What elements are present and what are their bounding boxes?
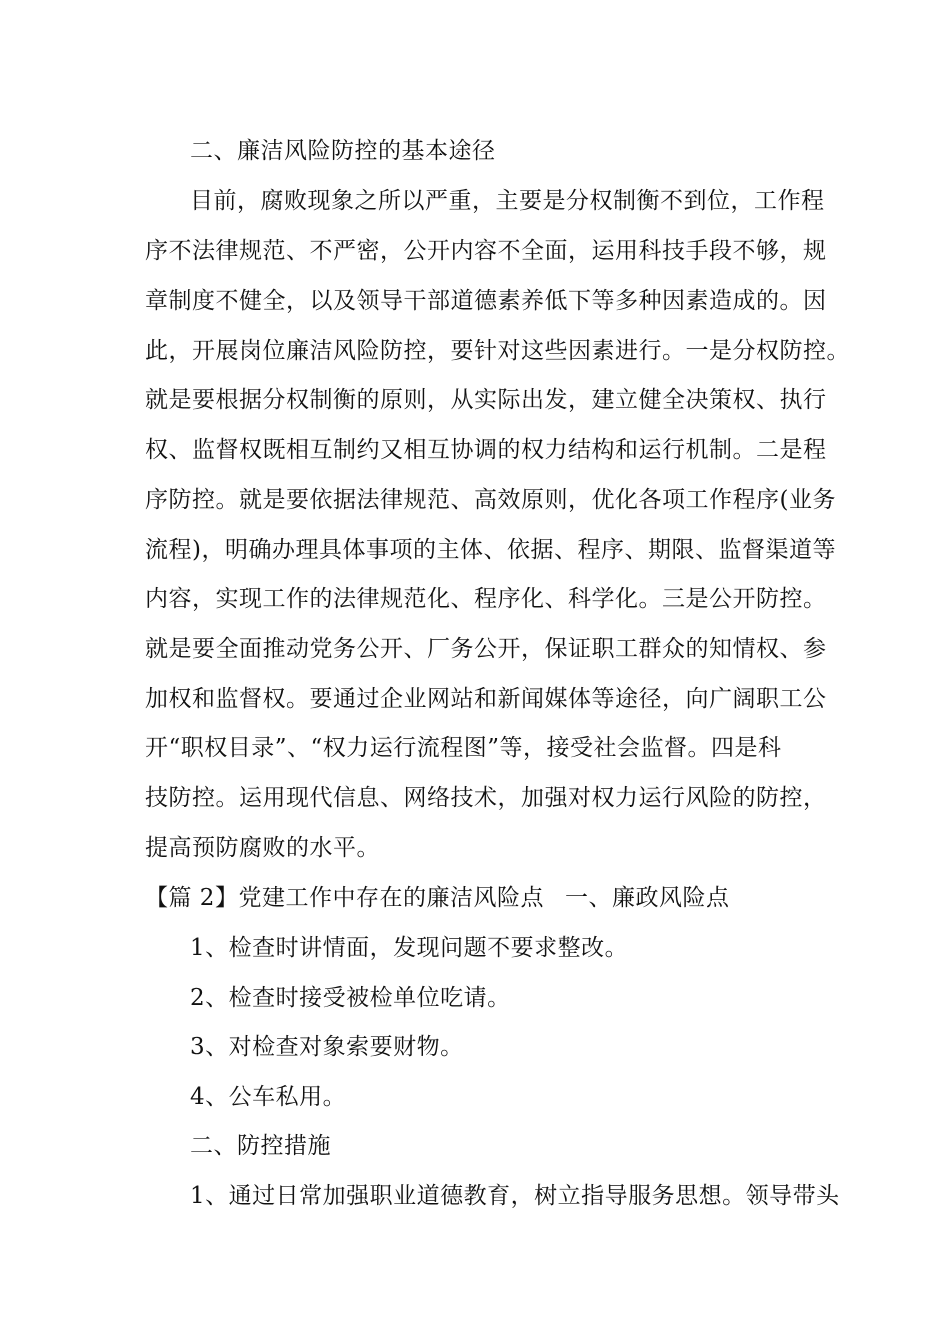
paragraph-line: 提高预防腐败的水平。 [145,835,380,861]
measures-item: 1、通过日常加强职业道德教育，树立指导服务思想。领导带头 [190,1183,840,1209]
paragraph-line: 就是要根据分权制衡的原则，从实际出发，建立健全决策权、执行 [145,387,827,413]
paragraph-line: 序防控。就是要依据法律规范、高效原则，优化各项工作程序(业务 [145,487,836,513]
measures-heading: 二、防控措施 [190,1133,331,1159]
paragraph-line: 流程)，明确办理具体事项的主体、依据、程序、期限、监督渠道等 [145,537,836,563]
paragraph-line: 就是要全面推动党务公开、厂务公开，保证职工群众的知情权、参 [145,636,827,662]
article2-subheading: 一、廉政风险点 [565,885,730,911]
paragraph-line: 加权和监督权。要通过企业网站和新闻媒体等途径，向广阔职工公 [145,686,827,712]
risk-item: 3、对检查对象索要财物。 [190,1034,464,1060]
risk-item: 1、检查时讲情面，发现问题不要求整改。 [190,935,629,961]
paragraph-line: 权、监督权既相互制约又相互协调的权力结构和运行机制。二是程 [145,437,827,463]
paragraph-line: 内容，实现工作的法律规范化、程序化、科学化。三是公开防控。 [145,586,827,612]
paragraph-line: 开“职权目录”、“权力运行流程图”等，接受社会监督。四是科 [145,735,782,761]
paragraph-line: 章制度不健全，以及领导干部道德素养低下等多种因素造成的。因 [145,288,827,314]
paragraph-line: 此，开展岗位廉洁风险防控，要针对这些因素进行。一是分权防控。 [145,338,850,364]
paragraph-line: 序不法律规范、不严密，公开内容不全面，运用科技手段不够，规 [145,238,827,264]
paragraph-line: 技防控。运用现代信息、网络技术，加强对权力运行风险的防控， [145,785,827,811]
risk-item: 4、公车私用。 [190,1084,347,1110]
paragraph-line: 目前，腐败现象之所以严重，主要是分权制衡不到位，工作程 [190,188,825,214]
section-heading: 二、廉洁风险防控的基本途径 [190,138,496,164]
risk-item: 2、检查时接受被检单位吃请。 [190,985,511,1011]
article2-title: 【篇 2】党建工作中存在的廉洁风险点 [145,885,544,911]
